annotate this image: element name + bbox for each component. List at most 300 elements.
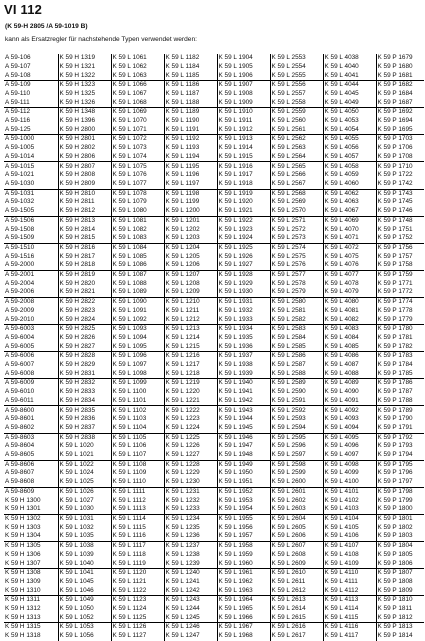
type-cell: K 59 L 2570: [270, 207, 323, 216]
type-cell: K 59 L 1108: [111, 460, 164, 469]
type-cell: K 59 L 4103: [323, 505, 376, 514]
type-cell: K 59 H 1315: [5, 623, 41, 631]
type-cell: K 59 L 1026: [58, 487, 111, 496]
type-cell: A 59-2004: [5, 279, 35, 287]
table-row: [4, 261, 424, 270]
type-cell: K 59 L 1072: [111, 135, 164, 144]
type-cell: K 59 P 1703: [376, 135, 424, 144]
table-row: [4, 541, 424, 550]
type-cell: K 59 L 1114: [111, 514, 164, 523]
type-cell: K 59 L 1926: [217, 252, 270, 261]
table-row: [4, 505, 424, 514]
type-cell: K 59 L 1950: [217, 469, 270, 478]
type-cell: K 59 L 2562: [270, 135, 323, 144]
type-cell: K 59 L 1127: [111, 632, 164, 641]
type-cell: K 59 L 1937: [217, 352, 270, 361]
type-cell: K 59 L 1125: [111, 614, 164, 623]
type-cell: K 59 L 2571: [270, 216, 323, 225]
type-cell: K 59 L 1931: [217, 297, 270, 306]
type-cell: K 59 L 4109: [323, 559, 376, 568]
table-row: [4, 370, 424, 379]
type-cell: K 59 L 1104: [111, 424, 164, 433]
type-cell: K 59 L 4104: [323, 514, 376, 523]
type-cell: K 59 L 1098: [111, 370, 164, 379]
type-cell: K 59 L 1235: [164, 524, 217, 533]
type-cell: K 59 L 4054: [323, 126, 376, 135]
type-cell: K 59 L 1955: [217, 514, 270, 523]
type-cell: K 59 L 1953: [217, 496, 270, 505]
type-cell: K 59 L 1914: [217, 144, 270, 153]
type-cell: K 59 L 1237: [164, 541, 217, 550]
type-cell: K 59 L 1915: [217, 153, 270, 162]
type-cell: K 59 L 1063: [111, 71, 164, 80]
type-cell: K 59 L 1919: [217, 189, 270, 198]
type-cell: K 59 L 1189: [164, 108, 217, 117]
type-cell: K 59 H 1308: [5, 569, 41, 577]
type-cell: K 59 L 1101: [111, 397, 164, 406]
table-row: [4, 198, 424, 207]
type-cell: A 59-112: [5, 108, 31, 116]
type-cell: K 59 L 2566: [270, 171, 323, 180]
type-cell: K 59 P 1694: [376, 117, 424, 126]
type-cell: K 59 L 2603: [270, 505, 323, 514]
type-cell: K 59 L 2564: [270, 153, 323, 162]
type-cell: K 59 L 1226: [164, 442, 217, 451]
type-cell: K 59 L 4044: [323, 81, 376, 90]
type-cell: A 59-1516: [5, 252, 35, 260]
type-cell: K 59 L 4083: [323, 325, 376, 334]
type-cell: K 59 L 2554: [270, 63, 323, 72]
type-cell: K 59 L 1913: [217, 135, 270, 144]
type-cell: K 59 P 1779: [376, 315, 424, 324]
type-cell: K 59 L 4110: [323, 569, 376, 578]
type-cell: K 59 L 1193: [164, 144, 217, 153]
type-cell: K 59 H 2806: [58, 153, 111, 162]
type-cell: K 59 H 2815: [58, 234, 111, 243]
type-cell: K 59 L 2604: [270, 514, 323, 523]
type-cell: K 59 L 4097: [323, 451, 376, 460]
type-cell: K 59 L 1212: [164, 315, 217, 324]
type-cell: K 59 L 1185: [164, 71, 217, 80]
type-cell: K 59 H 2833: [58, 388, 111, 397]
type-cell: K 59 L 4076: [323, 261, 376, 270]
type-cell: K 59 L 1216: [164, 352, 217, 361]
type-cell: A 59-1000: [5, 135, 35, 143]
table-row: [4, 605, 424, 614]
table-row: [4, 162, 424, 171]
type-cell: K 59 L 1041: [58, 569, 111, 578]
type-cell: K 59 P 1797: [376, 478, 424, 487]
type-cell: K 59 H 2829: [58, 361, 111, 370]
type-cell: K 59 L 1115: [111, 524, 164, 533]
type-cell: K 59 L 2583: [270, 325, 323, 334]
type-cell: K 59 L 1964: [217, 596, 270, 605]
type-cell: K 59 L 4075: [323, 252, 376, 261]
type-cell: A 59-2010: [4, 315, 58, 324]
type-cell: A 59-6004: [5, 333, 35, 341]
type-cell: A 59-6011: [4, 397, 58, 406]
type-cell: K 59 H 2831: [58, 370, 111, 379]
type-cell: K 59 L 4108: [323, 551, 376, 560]
type-cell: K 59 L 2592: [270, 406, 323, 415]
type-cell: K 59 P 1809: [376, 586, 424, 595]
type-cell: K 59 L 4116: [323, 623, 376, 632]
type-cell: A 59-1015: [5, 162, 35, 170]
type-cell: K 59 L 4049: [323, 99, 376, 108]
type-cell: K 59 H 2800: [58, 126, 111, 135]
type-cell: K 59 L 1061: [111, 54, 164, 63]
type-cell: K 59 L 1117: [111, 541, 164, 550]
type-cell: K 59 H 2820: [58, 280, 111, 289]
type-cell: A 59-1030: [4, 180, 58, 189]
type-cell: K 59 L 4084: [323, 334, 376, 343]
type-cell: K 59 P 1679: [376, 54, 424, 63]
type-cell: K 59 L 1110: [111, 478, 164, 487]
type-cell: K 59 L 2559: [270, 108, 323, 117]
type-cell: K 59 H 1323: [58, 81, 111, 90]
type-cell: K 59 L 4078: [323, 280, 376, 289]
type-cell: K 59 L 1229: [164, 469, 217, 478]
type-cell: K 59 L 4098: [323, 460, 376, 469]
table-row: [4, 442, 424, 451]
type-cell: K 59 L 2617: [270, 632, 323, 641]
type-cell: K 59 L 2595: [270, 433, 323, 442]
type-cell: K 59 H 2810: [58, 189, 111, 198]
type-cell: K 59 P 1812: [376, 614, 424, 623]
type-cell: K 59 L 4099: [323, 469, 376, 478]
table-row: [4, 487, 424, 496]
type-cell: K 59 L 1239: [164, 559, 217, 568]
type-cell: K 59 P 1808: [376, 578, 424, 587]
type-cell: K 59 L 1069: [111, 108, 164, 117]
type-cell: K 59 L 1941: [217, 388, 270, 397]
type-cell: K 59 L 1958: [217, 541, 270, 550]
type-cell: K 59 L 4088: [323, 370, 376, 379]
type-cell: K 59 L 1085: [111, 252, 164, 261]
type-cell: K 59 L 4089: [323, 379, 376, 388]
type-cell: K 59 L 4059: [323, 171, 376, 180]
table-row: [4, 415, 424, 424]
type-cell: A 59-111: [4, 99, 58, 108]
type-cell: K 59 L 1194: [164, 153, 217, 162]
type-cell: K 59 L 1211: [164, 307, 217, 316]
type-cell: K 59 L 1200: [164, 207, 217, 216]
type-cell: K 59 L 1906: [217, 71, 270, 80]
type-cell: K 59 H 2809: [58, 180, 111, 189]
type-cell: K 59 L 1119: [111, 559, 164, 568]
type-cell: K 59 L 2580: [270, 297, 323, 306]
type-cell: K 59 L 1209: [164, 288, 217, 297]
type-cell: K 59 L 1092: [111, 315, 164, 324]
type-cell: K 59 L 1909: [217, 99, 270, 108]
type-cell: K 59 H 1303: [5, 523, 41, 531]
type-cell: K 59 H 1310: [4, 586, 58, 595]
type-cell: A 59-8603: [5, 433, 35, 441]
type-cell: K 59 L 1105: [111, 433, 164, 442]
type-cell: K 59 L 1103: [111, 415, 164, 424]
type-cell: K 59 L 2574: [270, 243, 323, 252]
type-cell: K 59 L 1123: [111, 596, 164, 605]
type-cell: K 59 L 1228: [164, 460, 217, 469]
type-cell: K 59 L 1020: [58, 442, 111, 451]
type-cell: K 59 H 2817: [58, 252, 111, 261]
type-cell: K 59 L 1952: [217, 487, 270, 496]
type-cell: K 59 L 1938: [217, 361, 270, 370]
type-cell: K 59 L 1905: [217, 63, 270, 72]
type-cell: K 59 L 1207: [164, 270, 217, 279]
type-cell: K 59 P 1681: [376, 71, 424, 80]
type-cell: A 59-8607: [5, 469, 35, 477]
type-cell: K 59 L 1948: [217, 451, 270, 460]
type-cell: K 59 L 1121: [111, 578, 164, 587]
type-cell: K 59 L 1075: [111, 162, 164, 171]
type-cell: A 59-125: [4, 126, 58, 135]
type-cell: K 59 L 1031: [58, 514, 111, 523]
type-cell: A 59-110: [5, 89, 31, 97]
table-row: [4, 496, 424, 505]
type-cell: K 59 L 4087: [323, 361, 376, 370]
type-cell: K 59 L 2597: [270, 451, 323, 460]
type-cell: K 59 L 4111: [323, 578, 376, 587]
type-cell: K 59 L 2600: [270, 478, 323, 487]
type-cell: K 59 L 4095: [323, 433, 376, 442]
type-cell: K 59 L 1907: [217, 81, 270, 90]
table-row: [4, 171, 424, 180]
table-row: [4, 117, 424, 126]
type-cell: K 59 L 1068: [111, 99, 164, 108]
type-cell: K 59 L 1934: [217, 325, 270, 334]
type-cell: K 59 L 1208: [164, 280, 217, 289]
type-cell: K 59 L 4091: [323, 397, 376, 406]
type-cell: K 59 H 2826: [58, 334, 111, 343]
type-cell: K 59 L 4077: [323, 270, 376, 279]
type-cell: K 59 L 2613: [270, 596, 323, 605]
type-cell: K 59 L 4058: [323, 162, 376, 171]
type-cell: K 59 L 4060: [323, 180, 376, 189]
type-cell: K 59 P 1687: [376, 99, 424, 108]
type-cell: K 59 L 1221: [164, 397, 217, 406]
type-cell: K 59 P 1758: [376, 261, 424, 270]
type-cell: K 59 L 1124: [111, 605, 164, 614]
type-cell: K 59 L 1930: [217, 288, 270, 297]
type-cell: K 59 L 2590: [270, 388, 323, 397]
type-cell: K 59 L 2563: [270, 144, 323, 153]
type-cell: K 59 H 2808: [58, 171, 111, 180]
type-cell: K 59 L 1184: [164, 63, 217, 72]
type-cell: K 59 P 1706: [376, 144, 424, 153]
type-cell: K 59 L 4113: [323, 596, 376, 605]
intro-text: kann als Ersatzregler für nachstehende Typen verwendet werden:: [5, 36, 197, 43]
type-cell: K 59 L 1107: [111, 451, 164, 460]
type-cell: K 59 L 1946: [217, 433, 270, 442]
type-cell: K 59 L 4106: [323, 532, 376, 541]
type-cell: K 59 L 4086: [323, 352, 376, 361]
type-cell: K 59 P 1803: [376, 532, 424, 541]
type-cell: K 59 L 1923: [217, 225, 270, 234]
type-cell: K 59 L 1927: [217, 261, 270, 270]
type-cell: K 59 H 2828: [58, 352, 111, 361]
type-cell: K 59 L 4096: [323, 442, 376, 451]
table-row: [4, 297, 424, 306]
type-cell: K 59 L 1122: [111, 586, 164, 595]
type-cell: K 59 P 1759: [376, 270, 424, 279]
type-cell: K 59 L 2614: [270, 605, 323, 614]
type-cell: K 59 L 1236: [164, 532, 217, 541]
type-cell: K 59 L 1196: [164, 171, 217, 180]
type-cell: K 59 P 1789: [376, 406, 424, 415]
table-row: [4, 596, 424, 605]
type-cell: K 59 L 1201: [164, 216, 217, 225]
type-cell: A 59-8602: [4, 424, 58, 433]
type-cell: K 59 L 1218: [164, 370, 217, 379]
type-cell: K 59 L 1062: [111, 63, 164, 72]
type-cell: K 59 L 1053: [58, 623, 111, 632]
type-cell: A 59-6005: [4, 343, 58, 352]
type-cell: K 59 L 1082: [111, 225, 164, 234]
type-cell: K 59 H 2816: [58, 243, 111, 252]
type-cell: K 59 P 1748: [376, 216, 424, 225]
type-cell: K 59 P 1722: [376, 171, 424, 180]
table-row: [4, 614, 424, 623]
type-cell: A 59-6006: [5, 352, 35, 360]
table-row: [4, 433, 424, 442]
type-cell: K 59 L 4055: [323, 135, 376, 144]
type-cell: K 59 P 1807: [376, 569, 424, 578]
type-cell: K 59 L 1224: [164, 424, 217, 433]
type-cell: K 59 L 1074: [111, 153, 164, 162]
table-row: [4, 252, 424, 261]
type-cell: K 59 L 1102: [111, 406, 164, 415]
type-cell: K 59 L 1922: [217, 216, 270, 225]
type-cell: K 59 L 1234: [164, 514, 217, 523]
type-cell: K 59 L 1076: [111, 171, 164, 180]
type-cell: K 59 L 4069: [323, 216, 376, 225]
type-cell: K 59 L 4100: [323, 478, 376, 487]
type-cell: K 59 L 1089: [111, 288, 164, 297]
type-cell: K 59 L 1944: [217, 415, 270, 424]
table-row: [4, 307, 424, 316]
type-cell: K 59 L 1936: [217, 343, 270, 352]
type-cell: K 59 L 1067: [111, 90, 164, 99]
table-row: [4, 569, 424, 578]
type-cell: K 59 L 2579: [270, 288, 323, 297]
type-cell: K 59 L 1056: [58, 632, 111, 641]
type-cell: K 59 P 1743: [376, 189, 424, 198]
type-cell: K 59 P 1692: [376, 108, 424, 117]
table-row: [4, 126, 424, 135]
type-cell: K 59 L 2612: [270, 586, 323, 595]
type-cell: K 59 L 1086: [111, 261, 164, 270]
type-cell: K 59 P 1784: [376, 361, 424, 370]
type-cell: A 59-1508: [5, 225, 35, 233]
type-cell: K 59 H 1302: [5, 515, 41, 522]
type-cell: K 59 L 4107: [323, 541, 376, 550]
type-cell: K 59 L 4072: [323, 243, 376, 252]
type-cell: K 59 L 1070: [111, 117, 164, 126]
type-cell: K 59 L 1932: [217, 307, 270, 316]
table-row: [4, 478, 424, 487]
type-cell: K 59 P 1780: [376, 325, 424, 334]
table-row: [4, 623, 424, 632]
type-cell: K 59 H 1307: [4, 559, 58, 568]
type-cell: K 59 L 2587: [270, 361, 323, 370]
type-cell: K 59 L 4114: [323, 605, 376, 614]
table-row: [4, 424, 424, 433]
type-cell: K 59 L 4063: [323, 198, 376, 207]
type-cell: A 59-1014: [4, 153, 58, 162]
type-cell: K 59 H 1312: [5, 605, 41, 613]
type-cell: K 59 P 1680: [376, 63, 424, 72]
type-cell: K 59 P 1804: [376, 541, 424, 550]
type-cell: K 59 L 1949: [217, 460, 270, 469]
type-cell: K 59 H 2801: [58, 135, 111, 144]
type-cell: K 59 H 1300: [5, 496, 41, 504]
type-cell: K 59 L 1030: [58, 505, 111, 514]
type-cell: K 59 P 1742: [376, 180, 424, 189]
table-row: [4, 243, 424, 252]
type-cell: K 59 L 1022: [58, 460, 111, 469]
type-cell: K 59 P 1792: [376, 433, 424, 442]
type-cell: K 59 L 1242: [164, 586, 217, 595]
table-row: [4, 451, 424, 460]
type-cell: K 59 L 2569: [270, 198, 323, 207]
type-cell: K 59 L 1080: [111, 207, 164, 216]
type-cell: K 59 L 1203: [164, 234, 217, 243]
type-cell: K 59 H 2819: [58, 270, 111, 279]
type-cell: K 59 L 1199: [164, 198, 217, 207]
type-cell: K 59 L 1095: [111, 343, 164, 352]
table-row: [4, 325, 424, 334]
type-cell: K 59 L 4092: [323, 406, 376, 415]
type-cell: A 59-6008: [4, 370, 58, 379]
page-title: VI 112: [4, 2, 43, 17]
table-row: [4, 81, 424, 90]
type-cell: K 59 L 1021: [58, 451, 111, 460]
table-row: [4, 270, 424, 279]
type-cell: K 59 L 1912: [217, 126, 270, 135]
type-cell: K 59 L 1217: [164, 361, 217, 370]
table-row: [4, 189, 424, 198]
type-cell: K 59 P 1795: [376, 460, 424, 469]
type-cell: K 59 L 1232: [164, 496, 217, 505]
type-cell: K 59 L 2581: [270, 307, 323, 316]
type-cell: K 59 L 1187: [164, 90, 217, 99]
type-cell: K 59 L 2596: [270, 442, 323, 451]
type-cell: K 59 L 2591: [270, 397, 323, 406]
table-row: [4, 586, 424, 595]
type-cell: K 59 P 1682: [376, 81, 424, 90]
type-cell: K 59 H 1311: [5, 596, 41, 604]
type-cell: A 59-8608: [4, 478, 58, 487]
type-cell: K 59 L 1956: [217, 524, 270, 533]
type-cell: K 59 H 2835: [58, 406, 111, 415]
table-row: [4, 99, 424, 108]
type-cell: A 59-107: [5, 62, 31, 70]
type-cell: K 59 H 2837: [58, 424, 111, 433]
table-row: [4, 388, 424, 397]
table-row: [4, 343, 424, 352]
type-cell: K 59 L 1231: [164, 487, 217, 496]
type-cell: K 59 L 2602: [270, 496, 323, 505]
type-cell: K 59 L 1106: [111, 442, 164, 451]
type-cell: K 59 H 1396: [58, 117, 111, 126]
type-cell: K 59 L 4115: [323, 614, 376, 623]
type-cell: A 59-2000: [4, 261, 58, 270]
type-cell: K 59 L 2568: [270, 189, 323, 198]
type-cell: K 59 L 1917: [217, 171, 270, 180]
type-cell: K 59 L 1197: [164, 180, 217, 189]
type-cell: K 59 L 1916: [217, 162, 270, 171]
